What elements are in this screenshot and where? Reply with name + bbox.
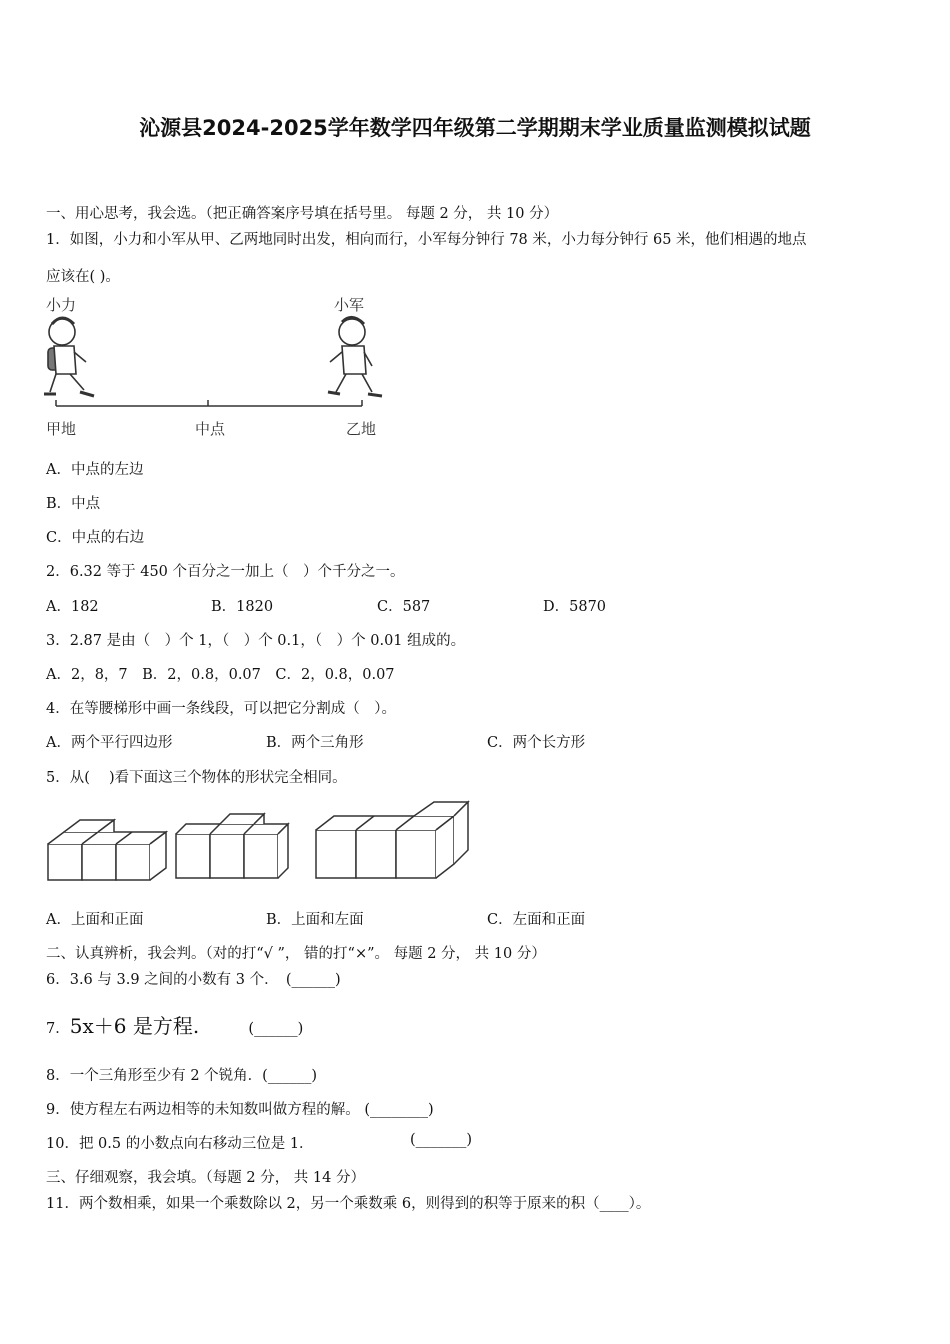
q4-option-c: C．两个长方形 — [487, 735, 586, 751]
q11-text: 11．两个数相乘，如果一个乘数除以 2，另一个乘数乘 6，则得到的积等于原来的积（____）。 — [46, 1196, 651, 1212]
q1-option-c: C．中点的右边 — [46, 530, 145, 546]
q2-option-a: A．182 — [46, 599, 99, 615]
q2-option-b: B．1820 — [211, 599, 274, 615]
q5-option-c: C．左面和正面 — [487, 912, 586, 928]
q7-expression: 5x＋6 是方程. — [69, 1014, 200, 1038]
q10-blank: (_______) — [410, 1132, 473, 1148]
q5-option-b: B．上面和左面 — [266, 912, 364, 928]
boy-left-icon — [44, 318, 94, 396]
q4-option-a: A．两个平行四边形 — [46, 735, 173, 751]
page-title: 沁源县2024-2025学年数学四年级第二学期期末学业质量监测模拟试题 — [139, 116, 811, 140]
q5-option-a: A．上面和正面 — [46, 912, 144, 928]
figure-label-yidi: 乙地 — [346, 420, 377, 438]
q10-text: 10．把 0.5 的小数点向右移动三位是 1． — [46, 1136, 314, 1152]
cube-object-1 — [48, 820, 166, 880]
q3-options: A．2，8，7 B．2，0.8，0.07 C．2，0.8，0.07 — [46, 667, 395, 683]
cube-object-2 — [176, 814, 288, 878]
boy-right-icon — [328, 317, 382, 396]
q3-text: 3．2.87 是由（ ）个 1，（ ）个 0.1，（ ）个 0.01 组成的。 — [46, 633, 466, 649]
q2-text: 2．6.32 等于 450 个百分之一加上（ ）个千分之一。 — [46, 564, 405, 580]
figure-label-zhongdian: 中点 — [195, 420, 226, 438]
q8-text: 8．一个三角形至少有 2 个锐角．(______) — [46, 1068, 317, 1084]
q2-option-d: D．5870 — [543, 599, 607, 615]
q6-text: 6．3.6 与 3.9 之间的小数有 3 个． (______) — [46, 972, 341, 988]
q7-number: 7． — [46, 1021, 70, 1037]
walking-figure — [40, 312, 400, 417]
q4-text: 4．在等腰梯形中画一条线段，可以把它分割成（ ）。 — [46, 701, 396, 717]
q7-blank: (______) — [248, 1021, 304, 1037]
q1-option-b: B．中点 — [46, 496, 101, 512]
cube-object-3 — [316, 802, 468, 878]
q2-option-c: C．587 — [377, 599, 431, 615]
q1-line2: 应该在( )。 — [46, 269, 120, 285]
q7-line — [46, 1010, 303, 1039]
q1-option-a: A．中点的左边 — [46, 462, 144, 478]
section-3-heading: 三、仔细观察，我会填。（每题 2 分， 共 14 分） — [46, 1170, 365, 1186]
cube-objects-figure — [44, 798, 474, 890]
q9-text: 9．使方程左右两边相等的未知数叫做方程的解。 (________) — [46, 1102, 434, 1118]
figure-label-xiaojun: 小军 — [334, 296, 365, 314]
q1-line1: 1．如图，小力和小军从甲、乙两地同时出发，相向而行，小军每分钟行 78 米，小力每分钟行 65 米，他们相遇的地点 — [46, 232, 807, 248]
q5-text: 5．从( )看下面这三个物体的形状完全相同。 — [46, 770, 347, 786]
figure-label-jiadi: 甲地 — [46, 420, 77, 438]
section-1-heading: 一、用心思考，我会选。（把正确答案序号填在括号里。 每题 2 分， 共 10 分） — [46, 206, 559, 222]
section-2-heading: 二、认真辨析，我会判。（对的打“√ ”， 错的打“×”。 每题 2 分， 共 10 分） — [46, 946, 546, 962]
figure-label-xiaoli: 小力 — [46, 296, 77, 314]
q4-option-b: B．两个三角形 — [266, 735, 364, 751]
